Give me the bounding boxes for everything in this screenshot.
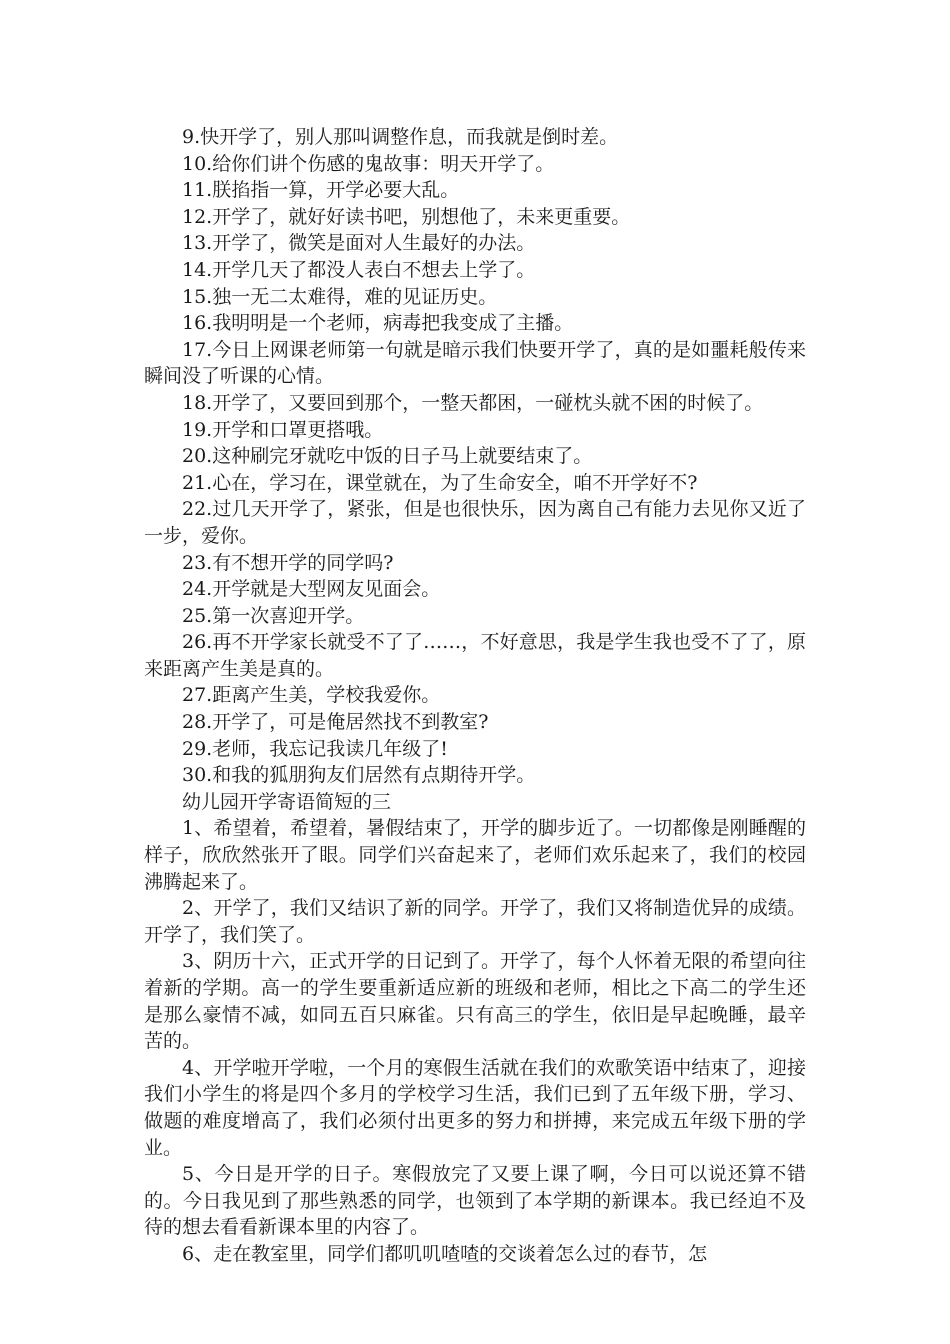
paragraph: 23.有不想开学的同学吗? xyxy=(182,551,394,574)
paragraph: 19.开学和口罩更搭哦。 xyxy=(182,418,384,441)
paragraph: 28.开学了，可是俺居然找不到教室? xyxy=(182,711,489,734)
paragraph: 3、阴历十六，正式开学的日记到了。开学了，每个人怀着无限的希望向往着新的学期。高一的学生要重新适应新的班级和老师，相比之下高二的学生还是那么豪情不减，如同五百只麻雀。只有高三的学生，依旧是早起晚睡，最辛苦的。 xyxy=(144,950,806,1053)
paragraph: 25.第一次喜迎开学。 xyxy=(182,604,365,627)
paragraph: 22.过几天开学了，紧张，但是也很快乐，因为离自己有能力去见你又近了一步，爱你。 xyxy=(144,498,806,547)
paragraph: 20.这种刷完牙就吃中饭的日子马上就要结束了。 xyxy=(182,445,593,468)
paragraph: 29.老师，我忘记我读几年级了! xyxy=(182,737,448,760)
paragraph: 9.快开学了，别人那叫调整作息，而我就是倒时差。 xyxy=(182,126,619,148)
paragraph: 12.开学了，就好好读书吧，别想他了，未来更重要。 xyxy=(182,205,631,228)
paragraph: 10.给你们讲个伤感的鬼故事：明天开学了。 xyxy=(182,152,555,175)
paragraph: 16.我明明是一个老师，病毒把我变成了主播。 xyxy=(182,312,574,335)
paragraph: 27.距离产生美，学校我爱你。 xyxy=(182,684,441,707)
paragraph: 18.开学了，又要回到那个，一整天都困，一碰枕头就不困的时候了。 xyxy=(182,391,764,414)
paragraph: 17.今日上网课老师第一句就是暗示我们快要开学了，真的是如噩耗般传来瞬间没了听课的心情。 xyxy=(144,338,806,388)
paragraph: 1、希望着，希望着，暑假结束了，开学的脚步近了。一切都像是刚睡醒的样子，欣欣然张开了眼。同学们兴奋起来了，老师们欢乐起来了，我们的校园沸腾起来了。 xyxy=(144,817,806,893)
paragraph: 30.和我的狐朋狗友们居然有点期待开学。 xyxy=(182,764,536,787)
paragraph: 13.开学了，微笑是面对人生最好的办法。 xyxy=(182,232,536,255)
paragraph: 21.心在，学习在，课堂就在，为了生命安全，咱不开学好不? xyxy=(182,471,698,494)
paragraph: 14.开学几天了都没人表白不想去上学了。 xyxy=(182,258,536,281)
paragraph: 2、开学了，我们又结识了新的同学。开学了，我们又将制造优异的成绩。开学了，我们笑了。 xyxy=(144,897,806,946)
paragraph: 24.开学就是大型网友见面会。 xyxy=(182,578,441,601)
paragraph: 26.再不开学家长就受不了了……，不好意思，我是学生我也受不了了，原来距离产生美是真的。 xyxy=(144,631,806,680)
section-heading: 幼儿园开学寄语简短的三 xyxy=(182,790,392,813)
document-page xyxy=(144,124,806,1268)
paragraph: 5、今日是开学的日子。寒假放完了又要上课了啊，今日可以说还算不错的。今日我见到了那些熟悉的同学，也领到了本学期的新课本。我已经迫不及待的想去看看新课本里的内容了。 xyxy=(144,1163,806,1239)
paragraph: 15.独一无二太难得，难的见证历史。 xyxy=(182,285,498,308)
paragraph: 4、开学啦开学啦，一个月的寒假生活就在我们的欢歌笑语中结束了，迎接我们小学生的将是四个多月的学校学习生活，我们已到了五年级下册，学习、做题的难度增高了，我们必须付出更多的努力和拼搏，来完成五年级下册的学业。 xyxy=(144,1056,806,1159)
paragraph: 6、走在教室里，同学们都叽叽喳喳的交谈着怎么过的春节，怎 xyxy=(182,1242,708,1265)
paragraph: 11.朕掐指一算，开学必要大乱。 xyxy=(182,179,460,202)
